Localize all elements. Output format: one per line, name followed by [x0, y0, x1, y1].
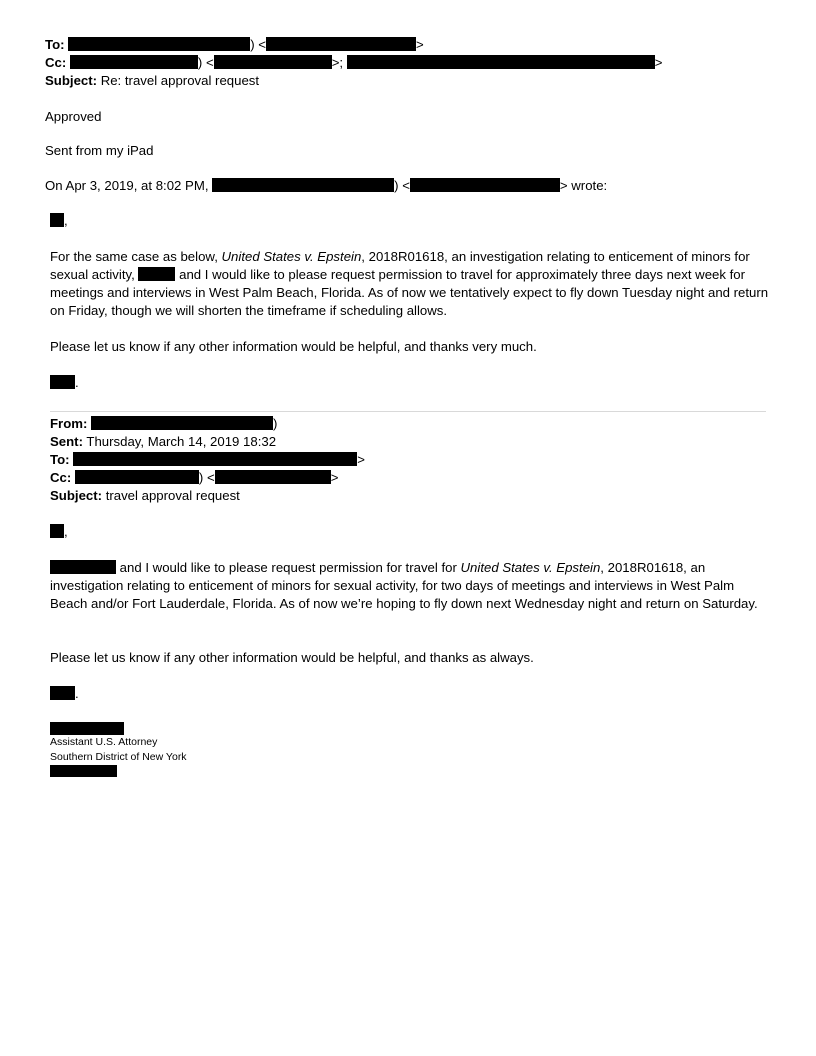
- redaction-box: [50, 560, 116, 574]
- redaction-box: [73, 452, 357, 466]
- first-signoff: .: [50, 374, 770, 392]
- original-sent-line: Sent: Thursday, March 14, 2019 18:32: [50, 434, 277, 449]
- first-paragraph: For the same case as below, United States v. Epstein, 2018R01618, an investigation relating to enticement of minors for sexual activity, and I would like to please request permission to travel for approximately three days next week for meetings and interviews in West Palm Beach, Florida. As of now we tentatively expect to fly down Tuesday night and return on Friday, though we will shorten the timeframe if scheduling allows.: [50, 249, 769, 318]
- quote-intro-text: On Apr 3, 2019, at 8:02 PM,: [45, 178, 209, 193]
- redaction-box: [214, 55, 332, 69]
- redaction-box: [91, 416, 273, 430]
- original-paragraph-2: Please let us know if any other information would be helpful, and thanks as always.: [50, 650, 534, 665]
- redaction-box: [212, 178, 394, 192]
- original-signoff: .: [50, 685, 770, 703]
- reply-body-text: Approved: [45, 109, 102, 124]
- original-header: [50, 415, 770, 505]
- cc-label: Cc:: [45, 55, 67, 70]
- first-paragraph-2: Please let us know if any other information would be helpful, and thanks very much.: [50, 339, 537, 354]
- redaction-box: [75, 470, 199, 484]
- redaction-box: [215, 470, 331, 484]
- divider: [50, 411, 766, 412]
- subject-text: Re: travel approval request: [100, 73, 260, 88]
- case-name: United States v. Epstein: [221, 249, 362, 264]
- to-label: To:: [45, 37, 65, 52]
- redaction-box: [70, 55, 198, 69]
- case-name: United States v. Epstein: [460, 560, 601, 575]
- redaction-box: [138, 267, 175, 281]
- original-from-line: From: ): [50, 416, 278, 431]
- signature-office: Southern District of New York: [50, 751, 187, 763]
- reply-to-line: To: ) < >: [45, 37, 424, 52]
- signature-block: [50, 722, 770, 778]
- reply-subject-line: [45, 72, 775, 90]
- redaction-box: [266, 37, 416, 51]
- first-salutation: ,: [50, 212, 770, 230]
- redaction-box: [50, 524, 64, 538]
- redaction-box: [50, 722, 124, 735]
- sent-from-text: Sent from my iPad: [45, 143, 154, 158]
- redaction-box: [50, 213, 64, 227]
- redaction-box: [50, 375, 75, 389]
- original-to-line: To: >: [50, 452, 365, 467]
- redaction-box: [50, 686, 75, 700]
- redaction-box: [347, 55, 655, 69]
- subject-label: Subject:: [45, 73, 98, 88]
- original-subject-line: Subject: travel approval request: [50, 488, 240, 503]
- original-paragraph: and I would like to please request permission for travel for United States v. Epstein, 2018R01618, an investigation relating to enticement of minors for sexual activity, for two days of meetings and interviews in West Palm Beach and/or Fort Lauderdale, Florida. As of now we’re hoping to fly down next Wednesday night and return on Saturday.: [50, 560, 758, 611]
- redaction-box: [410, 178, 560, 192]
- original-cc-line: Cc: ) < >: [50, 470, 339, 485]
- redaction-box: [50, 765, 117, 777]
- reply-header: [45, 36, 775, 90]
- quote-intro: On Apr 3, 2019, at 8:02 PM, ) < > wrote:: [45, 178, 608, 193]
- sent-from: [45, 142, 775, 160]
- signature-title: Assistant U.S. Attorney: [50, 736, 158, 748]
- redaction-box: [68, 37, 250, 51]
- reply-body: [45, 108, 775, 126]
- original-salutation: ,: [50, 523, 770, 541]
- reply-cc-line: Cc: ) < >; >: [45, 55, 663, 70]
